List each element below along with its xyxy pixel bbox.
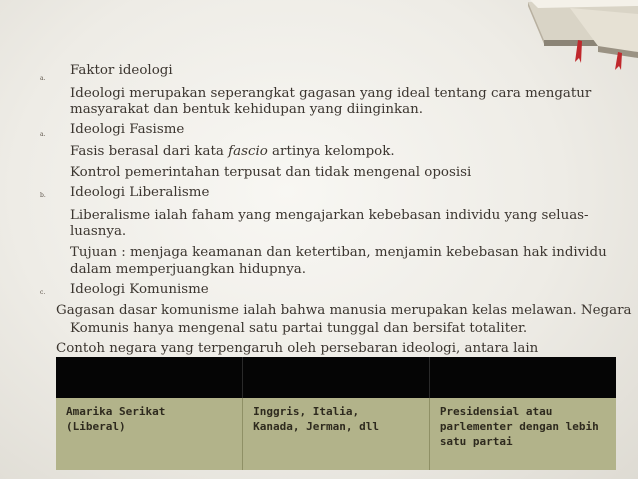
ideology-country-table [56,357,616,470]
fasisme-heading: Ideologi Fasisme [70,122,185,137]
table-header-cell [243,357,430,398]
bullet-marker: a. [40,75,46,82]
table-row [56,398,616,470]
bullet-marker: c. [40,289,46,296]
komunis-desc-line-1: Gagasan dasar komunisme ialah bahwa manusia merupakan kelas melawan. Negara [56,303,632,318]
table-cell-country: Amarika Serikat (Liberal) [56,398,243,470]
liberal-desc-line-1: Liberalisme ialah faham yang mengajarkan kebebasan individu yang seluas- [70,208,589,223]
liberal-goal-line-1: Tujuan : menjaga keamanan dan ketertiban, menjamin kebebasan hak individu [70,245,607,260]
bullet-marker: b. [40,192,46,199]
faktor-desc-line-1: Ideologi merupakan seperangkat gagasan yang ideal tentang cara mengatur [70,86,592,101]
liberal-goal-line-2: dalam memperjuangkan hidupnya. [70,262,307,277]
contoh-line: Contoh negara yang terpengaruh oleh persebaran ideologi, antara lain [56,341,539,356]
komunis-desc-line-2: Komunis hanya mengenal satu partai tunggal dan bersifat totaliter. [70,321,528,336]
faktor-heading: Faktor ideologi [70,63,173,78]
fasisme-desc-line-2: Kontrol pemerintahan terpusat dan tidak mengenal oposisi [70,165,472,180]
table-cell-examples: Inggris, Italia, Kanada, Jerman, dll [243,398,430,470]
bullet-marker: a. [40,131,46,138]
fasisme-desc-line-1: Fasis berasal dari kata fascio artinya kelompok. [70,144,395,159]
liberal-desc-line-2: luasnya. [70,224,127,239]
table-header-cell [429,357,616,398]
table-cell-system: Presidensial atau parlementer dengan lebih satu partai [429,398,616,470]
komunis-heading: Ideologi Komunisme [70,282,209,297]
table-header-cell [56,357,243,398]
table-header-row [56,357,616,398]
liberal-heading: Ideologi Liberalisme [70,185,210,200]
faktor-desc-line-2: masyarakat dan bentuk kehidupan yang diinginkan. [70,102,423,117]
